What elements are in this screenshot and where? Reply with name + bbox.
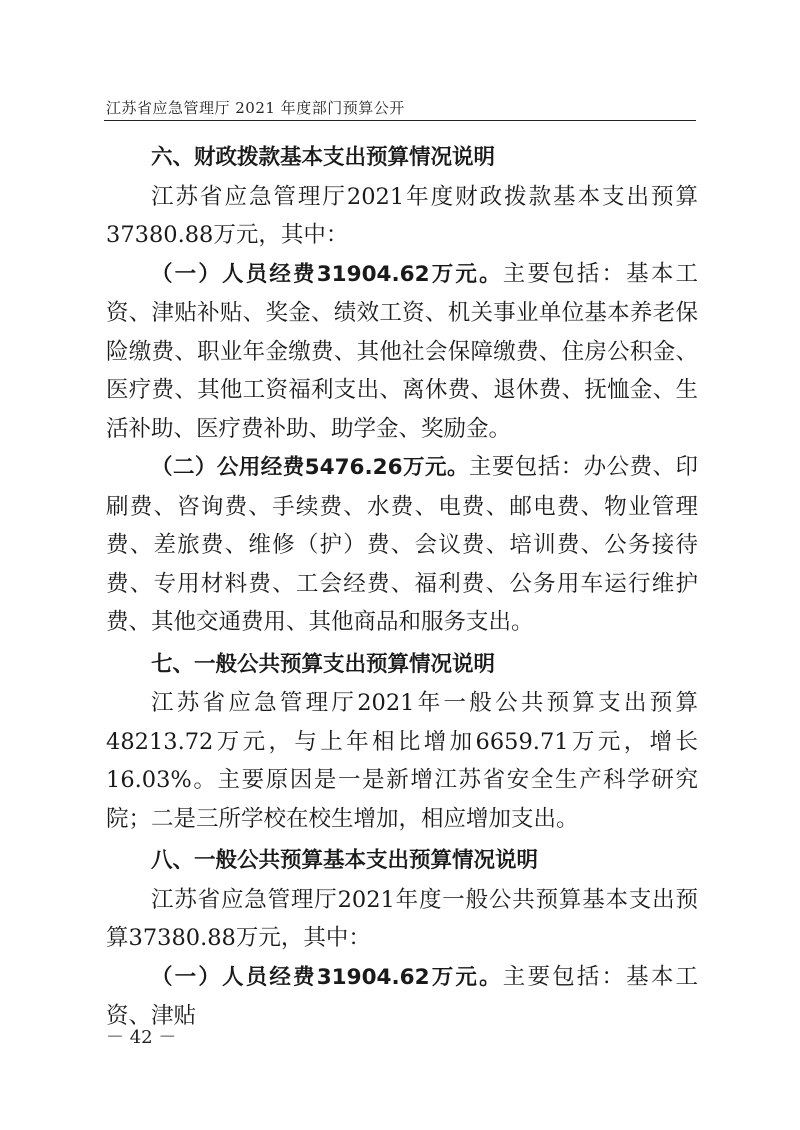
section-8-heading: 八、一般公共预算基本支出预算情况说明: [151, 848, 539, 873]
header-rule: [104, 120, 696, 121]
section-8-item-1-text: 主要包括：基本工资、津贴: [106, 963, 698, 1029]
page-number: － 42 －: [106, 1027, 177, 1048]
section-6-item-2-lead: （二）公用经费5476.26万元。: [151, 455, 469, 480]
section-6-item-1-lead: （一）人员经费31904.62万元。: [151, 261, 503, 287]
section-8-intro: 江苏省应急管理厅2021年度一般公共预算基本支出预算37380.88万元，其中：: [106, 886, 698, 951]
section-7-text: 江苏省应急管理厅2021年一般公共预算支出预算48213.72万元，与上年相比增加6659.71万元，增长16.03%。主要原因是一是新增江苏省安全生产科学研究院；二是三所学校在校生增加，相应增加支出。: [106, 690, 698, 832]
running-header: 江苏省应急管理厅 2021 年度部门预算公开: [106, 99, 405, 117]
section-6-item-1: [106, 255, 698, 449]
section-6-heading: 六、财政拨款基本支出预算情况说明: [151, 145, 496, 170]
section-6-item-2: [106, 448, 698, 642]
section-6-intro: 江苏省应急管理厅2021年度财政拨款基本支出预算37380.88万元，其中：: [106, 183, 698, 248]
section-8-item-1: [106, 958, 698, 1036]
document-body: [106, 135, 698, 1036]
section-6-item-2-text: 主要包括：办公费、印刷费、咨询费、手续费、水费、电费、邮电费、物业管理费、差旅费、维修（护）费、会议费、培训费、公务接待费、专用材料费、工会经费、福利费、公务用车运行维护费、其他交通费用、其他商品和服务支出。: [106, 454, 698, 635]
section-7-heading: 七、一般公共预算支出预算情况说明: [151, 651, 496, 677]
section-8-item-1-lead: （一）人员经费31904.62万元。: [151, 964, 503, 990]
section-6-item-1-text: 主要包括：基本工资、津贴补贴、奖金、绩效工资、机关事业单位基本养老保险缴费、职业年金缴费、其他社会保障缴费、住房公积金、医疗费、其他工资福利支出、离休费、退休费、抚恤金、生活补助、医疗费补助、助学金、奖励金。: [106, 260, 698, 442]
